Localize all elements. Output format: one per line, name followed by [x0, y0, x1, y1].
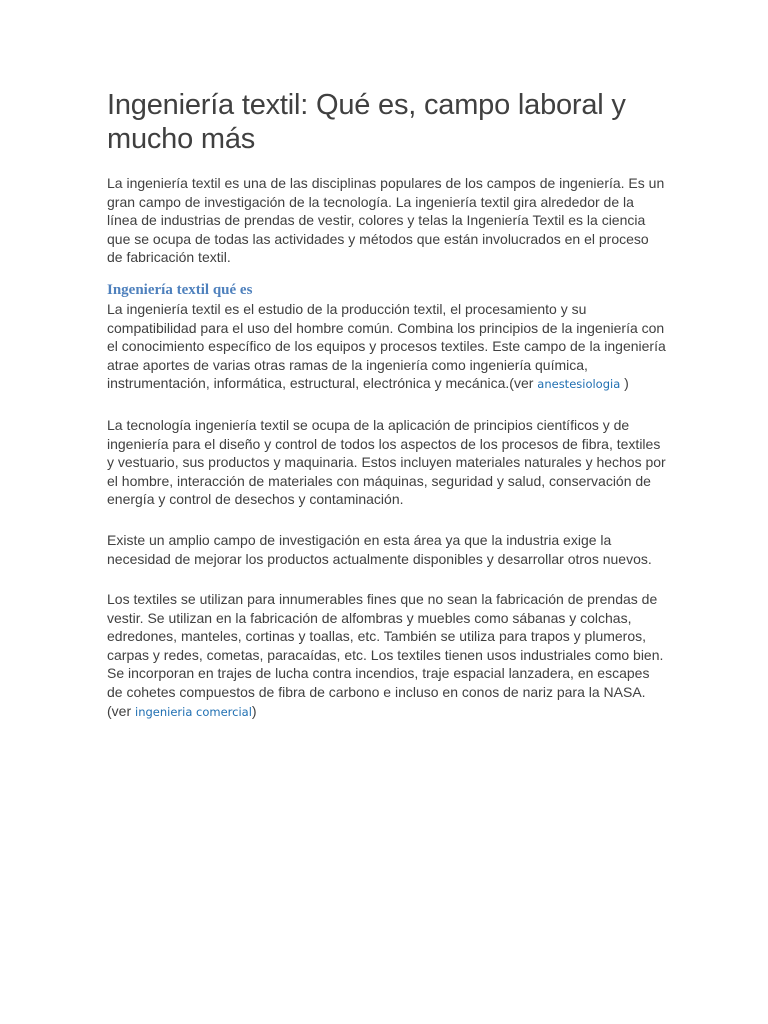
paragraph-1-closing: ) — [620, 375, 629, 392]
section-paragraph-2: La tecnología ingeniería textil se ocupa de la aplicación de principios científicos y de ingeniería para el diseño y control de todos los aspectos de los procesos de fibra, textiles y vestuario, sus productos y maquinaria. Estos incluyen materiales naturales y hechos por el hombre, interacción de materiales con máquinas, seguridad y salud, conservación de energía y control de desechos y contaminación. — [107, 416, 666, 508]
anestesiologia-link[interactable]: anestesiologia — [537, 377, 621, 392]
intro-paragraph: La ingeniería textil es una de las disciplinas populares de los campos de ingeniería. Es un gran campo de investigación de la tecnología. La ingeniería textil gira alrededor de la línea de industrias de prendas de vestir, colores y telas la Ingeniería Textil es la ciencia que se ocupa de todas las actividades y métodos que están involucrados en el proceso de fabricación textil. — [107, 175, 665, 266]
section-paragraph-4 — [107, 590, 667, 721]
paragraph-4-text: Los textiles se utilizan para innumerables fines que no sean la fabricación de prendas de vestir. Se utilizan en la fabricación de alfombras y muebles como sábanas y colchas, edredones, manteles, cortinas y toallas, etc. También se utiliza para trapos y plumeros, carpas y redes, cometas, paracaídas, etc. Los textiles tienen usos industriales como bien. Se incorporan en trajes de lucha contra incendios, traje espacial lanzadera, en escapes de cohetes compuestos de fibra de carbono e incluso en conos de nariz para la NASA. (ver — [107, 591, 664, 719]
document-page — [107, 88, 667, 721]
paragraph-1-text: La ingeniería textil es el estudio de la producción textil, el procesamiento y su compatibilidad para el uso del hombre común. Combina los principios de la ingeniería con el conocimiento específico de los equipos y procesos textiles. Este campo de la ingeniería atrae aportes de varias otras ramas de la ingeniería como ingeniería química, instrumentación, informática, estructural, electrónica y mecánica.(ver — [107, 300, 666, 392]
section-heading: Ingeniería textil qué es — [107, 281, 253, 298]
section-paragraph-3: Existe un amplio campo de investigación en esta área ya que la industria exige la necesidad de mejorar los productos actualmente disponibles y desarrollar otros nuevos. — [107, 531, 652, 567]
section-paragraph-1 — [107, 300, 667, 394]
page-title: Ingeniería textil: Qué es, campo laboral y mucho más — [107, 89, 626, 155]
paragraph-4-closing: ) — [251, 702, 257, 719]
ingenieria-comercial-link[interactable]: ingenieria comercial — [135, 704, 252, 719]
